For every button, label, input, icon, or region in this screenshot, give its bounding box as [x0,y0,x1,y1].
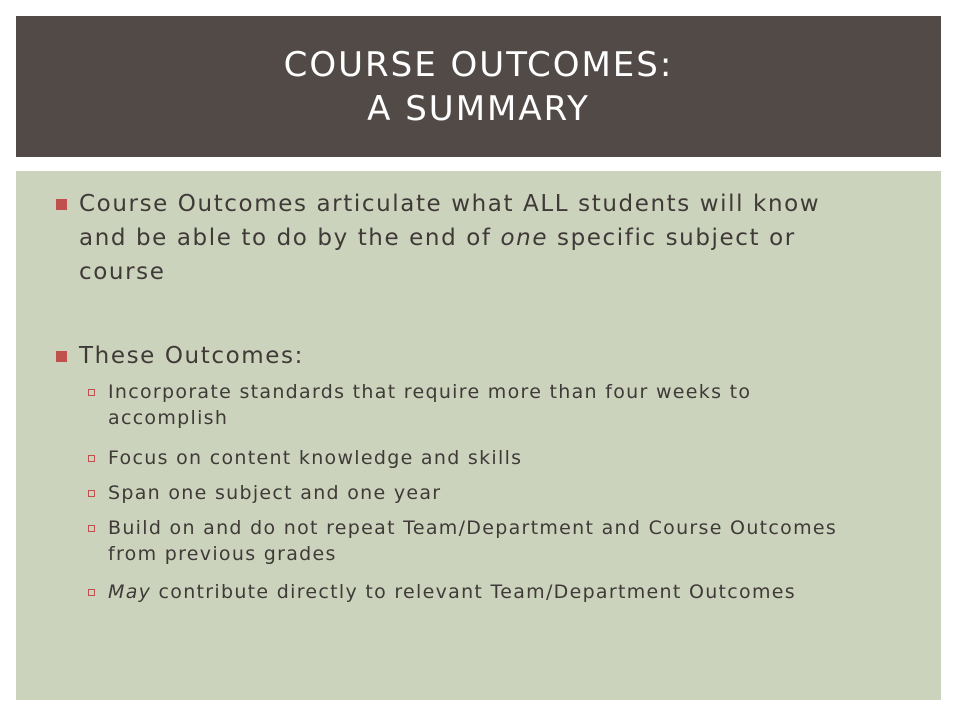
sub-bullet-build-on [88,515,878,567]
bullet-text-part: specific subject or course [79,225,796,285]
sub-bullet-text: Incorporate standards that require more than four weeks to accomplish [108,381,752,429]
sub-bullet-incorporate-standards [88,379,878,431]
sub-bullet-may-contribute [88,579,878,605]
bullet-text [56,187,876,289]
hollow-square-bullet-icon [88,455,95,462]
bullet-these-outcomes [56,339,876,373]
square-bullet-icon [56,199,67,210]
slide-title-bar [16,16,941,157]
bullet-text-emphasis-all: ALL [523,191,570,217]
sub-bullet-text [88,579,878,605]
hollow-square-bullet-icon [88,389,95,396]
slide-title-line-2: A SUMMARY [367,88,590,129]
sub-bullet-text: Span one subject and one year [108,482,442,504]
bullet-text-emphasis-one: one [500,225,549,251]
sub-bullet-emphasis-may: May [108,581,152,603]
sub-bullet-text: Focus on content knowledge and skills [108,447,523,469]
bullet-text-part: Course Outcomes articulate what [79,191,524,217]
sub-bullet-text-part: contribute directly to relevant Team/Department Outcomes [151,581,796,603]
bullet-text-part: students will know and be able to do by the end of [79,191,821,251]
content-panel [16,171,941,700]
hollow-square-bullet-icon [88,490,95,497]
hollow-square-bullet-icon [88,525,95,532]
hollow-square-bullet-icon [88,589,95,596]
sub-bullet-span-one-subject [88,480,878,506]
bullet-course-outcomes [56,187,876,289]
slide-title-line-1: COURSE OUTCOMES: [283,44,674,85]
sub-bullet-focus-content [88,445,878,471]
bullet-text: These Outcomes: [79,343,304,369]
sub-bullet-text: Build on and do not repeat Team/Department and Course Outcomes from previous grades [108,517,838,565]
square-bullet-icon [56,351,67,362]
